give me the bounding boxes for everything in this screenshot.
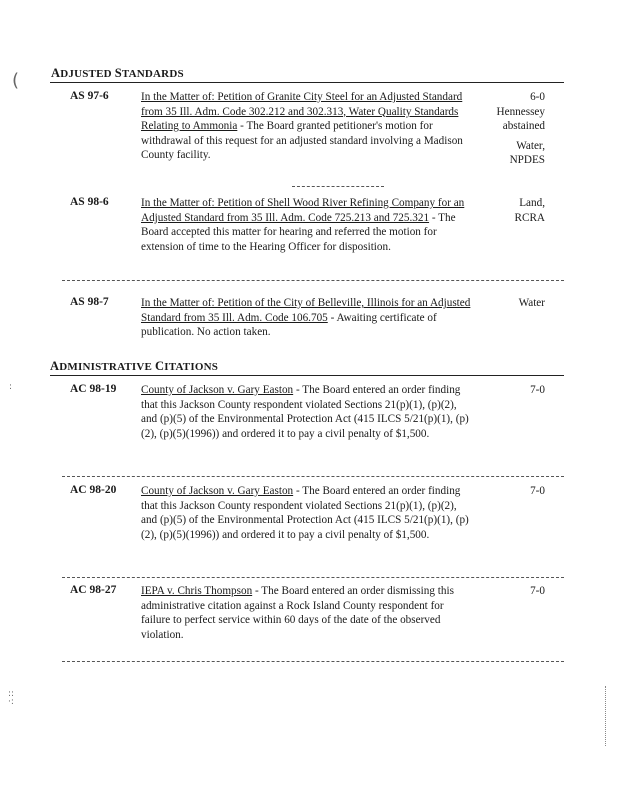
- category-label: Land,: [519, 197, 545, 209]
- case-number: AC 98-19: [70, 383, 117, 395]
- case-summary: - The Board entered an order finding that this Jackson County respondent violated Sections 21(p)(1), (p)(2), and (p)(5) of the Environmental Protection Act (415 ILCS 5/21(p)(1), (p)(2), (p)(5)(1996)) and ordered it to pay a civil penalty of $1,500.: [141, 485, 469, 541]
- entry-divider: [62, 577, 564, 578]
- section-rule-adjusted-standards: [50, 82, 564, 83]
- case-description: [141, 484, 471, 542]
- case-number: AS 97-6: [70, 90, 109, 102]
- vote-column: [465, 584, 545, 599]
- category-label: Water,: [516, 139, 545, 152]
- case-number: AC 98-27: [70, 584, 117, 596]
- case-number: AS 98-7: [70, 296, 109, 308]
- vote-column: [465, 90, 545, 168]
- vote-column: [465, 383, 545, 398]
- case-number: AS 98-6: [70, 196, 109, 208]
- case-summary: - The Board accepted this matter for hearing and referred the motion for extension of time to the Hearing Officer for disposition.: [141, 211, 456, 253]
- scan-edge-line: [605, 686, 606, 746]
- entry-divider: [292, 186, 384, 187]
- case-title: County of Jackson v. Gary Easton: [141, 384, 294, 396]
- category-label: NPDES: [509, 154, 545, 167]
- case-title: In the Matter of: Petition of Shell Wood River Refining Company for an Adjusted Standard from 35 Ill. Adm. Code 725.213 and 725.321: [141, 197, 465, 224]
- vote-note: Hennessey: [496, 105, 545, 118]
- entry-divider: [62, 476, 564, 477]
- case-summary: - The Board granted petitioner's motion for withdrawal of this request for an adjusted standard involving a Madison County facility.: [141, 120, 463, 162]
- vote-result: 7-0: [530, 585, 545, 597]
- case-number: AC 98-20: [70, 484, 117, 496]
- section-rule-administrative-citations: [50, 375, 564, 376]
- case-description: [141, 584, 471, 642]
- scan-noise-mark: :: ·:: [8, 689, 15, 707]
- vote-result: 7-0: [530, 384, 545, 396]
- entry-divider: [62, 661, 564, 662]
- section-heading-administrative-citations: ADMINISTRATIVE CITATIONS: [50, 359, 219, 373]
- vote-column: [465, 196, 545, 225]
- case-summary: - Awaiting certificate of publication. No action taken.: [141, 311, 437, 339]
- case-summary: - The Board entered an order finding that this Jackson County respondent violated Sections 21(p)(1), (p)(2), and (p)(5) of the Environmental Protection Act (415 ILCS 5/21(p)(1), (p)(2), (p)(5)(1996)) and ordered it to pay a civil penalty of $1,500.: [141, 384, 469, 440]
- section-heading-adjusted-standards: ADJUSTED STANDARDS: [51, 66, 184, 80]
- case-description: [141, 196, 471, 254]
- case-description: [141, 383, 471, 441]
- case-title: In the Matter of: Petition of the City of Belleville, Illinois for an Adjusted Standard from 35 Ill. Adm. Code 106.705: [141, 297, 471, 324]
- vote-column: [465, 296, 545, 311]
- case-description: [141, 90, 471, 163]
- vote-result: 7-0: [530, 485, 545, 497]
- vote-result: 6-0: [530, 91, 545, 103]
- category-label: Water: [518, 297, 545, 309]
- case-title: IEPA v. Chris Thompson: [141, 585, 253, 597]
- scan-bracket-mark: (: [12, 70, 20, 91]
- entry-divider: [62, 280, 564, 281]
- case-description: [141, 296, 471, 340]
- vote-column: [465, 484, 545, 499]
- category-label: RCRA: [514, 211, 545, 224]
- vote-note: abstained: [502, 120, 545, 133]
- case-title: County of Jackson v. Gary Easton: [141, 485, 294, 497]
- case-title: In the Matter of: Petition of Granite City Steel for an Adjusted Standard from 35 Ill. Adm. Code 302.212 and 302.313, Water Quality Standards Relating to Ammonia: [141, 91, 463, 133]
- scan-speck-mark: :: [9, 382, 13, 392]
- case-summary: - The Board entered an order dismissing this administrative citation against a Rock Island County respondent for failure to perfect service within 60 days of the date of the observed violation.: [141, 585, 454, 641]
